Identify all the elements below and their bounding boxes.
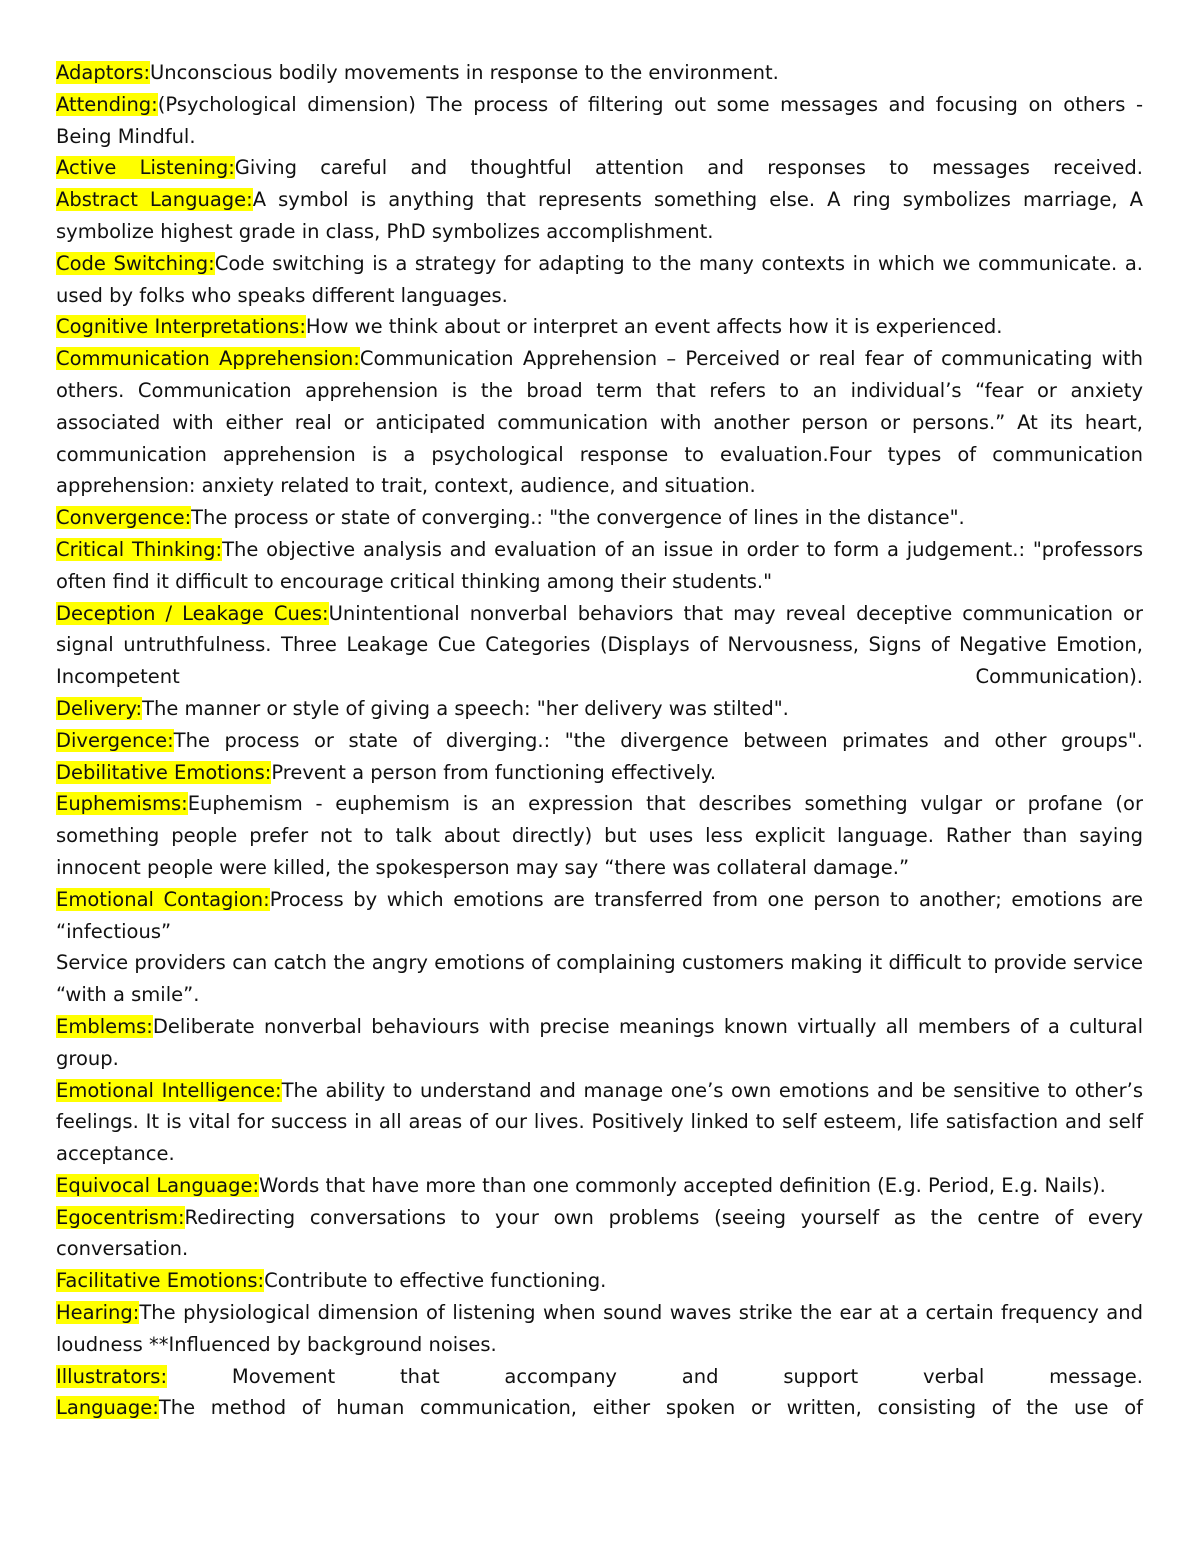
glossary-definition: Process by which emotions are transferred from one person to another; emotions are “infectious” xyxy=(56,887,1143,943)
glossary-definition: Prevent a person from functioning effectively. xyxy=(271,760,717,784)
glossary-term: Adaptors: xyxy=(56,61,151,84)
glossary-entry-illustrators xyxy=(56,1361,1143,1393)
glossary-definition: Movement that accompany and support verbal message. xyxy=(167,1364,1143,1388)
glossary-entry-language xyxy=(56,1392,1143,1424)
glossary-term: Facilitative Emotions: xyxy=(56,1269,265,1293)
glossary-entry-euphemisms xyxy=(56,788,1143,883)
glossary-entry-equivocal-language xyxy=(56,1170,1143,1202)
glossary-definition: The manner or style of giving a speech: "her delivery was stilted". xyxy=(142,696,789,720)
glossary-entry-hearing xyxy=(56,1297,1143,1361)
glossary-term: Emotional Contagion: xyxy=(56,887,270,911)
glossary-definition: The physiological dimension of listening when sound waves strike the ear at a certain frequency and loudness **Influenced by background noises. xyxy=(56,1301,1143,1356)
glossary-term: Delivery: xyxy=(56,696,143,720)
glossary-definition: Service providers can catch the angry emotions of complaining customers making it difficult to provide service “with a smile”. xyxy=(56,951,1143,1007)
glossary-term: Egocentrism: xyxy=(56,1205,185,1229)
glossary-definition: The process or state of diverging.: "the divergence between primates and other groups". xyxy=(173,728,1143,752)
glossary-entry-emotional-contagion-example xyxy=(56,947,1143,1011)
glossary-entry-egocentrism xyxy=(56,1202,1143,1266)
glossary-term: Divergence: xyxy=(56,728,174,752)
glossary-term: Code Switching: xyxy=(56,251,215,275)
glossary-page xyxy=(56,57,1143,1424)
glossary-entry-emblems xyxy=(56,1011,1143,1075)
glossary-entry-facilitative-emotions xyxy=(56,1265,1143,1297)
glossary-term: Active Listening: xyxy=(56,156,235,180)
glossary-term: Equivocal Language: xyxy=(56,1173,260,1197)
glossary-term: Attending: xyxy=(56,92,158,116)
glossary-entry-attending xyxy=(56,89,1143,153)
glossary-entry-code-switching xyxy=(56,248,1143,312)
glossary-definition: Code switching is a strategy for adapting to the many contexts in which we communicate. a. used by folks who speaks different languages. xyxy=(56,251,1143,307)
glossary-definition: (Psychological dimension) The process of filtering out some messages and focusing on others - Being Mindful. xyxy=(56,92,1143,148)
glossary-entry-deception-leakage-cues xyxy=(56,598,1143,693)
glossary-definition: Unconscious bodily movements in response to the environment. xyxy=(150,61,779,84)
glossary-definition: Deliberate nonverbal behaviours with precise meanings known virtually all members of a cultural group. xyxy=(56,1014,1143,1070)
glossary-definition: The objective analysis and evaluation of an issue in order to form a judgement.: "professors often find it difficult to encourage critical thinking among their students." xyxy=(56,537,1143,593)
glossary-term: Hearing: xyxy=(56,1301,140,1325)
glossary-definition: Unintentional nonverbal behaviors that may reveal deceptive communication or signal untruthfulness. Three Leakage Cue Categories (Displays of Nervousness, Signs of Negative Emotion, Incompetent Communication). xyxy=(56,601,1143,689)
glossary-entry-abstract-language xyxy=(56,184,1143,248)
glossary-entry-delivery xyxy=(56,693,1143,725)
glossary-definition: The process or state of converging.: "the convergence of lines in the distance". xyxy=(191,506,965,530)
glossary-term: Euphemisms: xyxy=(56,792,188,816)
glossary-definition: Communication Apprehension – Perceived or real fear of communicating with others. Communication apprehension is the broad term that refers to an individual’s “fear or anxiety associated with either real or anticipated communication with another person or persons.” At its heart, communication apprehension is a psychological response to evaluation.Four types of communication apprehension: anxiety related to trait, context, audience, and situation. xyxy=(56,347,1143,498)
glossary-entry-convergence xyxy=(56,502,1143,534)
glossary-entry-cognitive-interpretations xyxy=(56,311,1143,343)
glossary-entry-adaptors xyxy=(56,57,1143,89)
glossary-entry-critical-thinking xyxy=(56,534,1143,598)
glossary-term: Emotional Intelligence: xyxy=(56,1078,282,1102)
glossary-definition: Contribute to effective functioning. xyxy=(264,1269,607,1293)
glossary-definition: Euphemism - euphemism is an expression that describes something vulgar or profane (or something people prefer not to talk about directly) but uses less explicit language. Rather than saying innocent people were killed, the spokesperson may say “there was collateral damage.” xyxy=(56,792,1143,879)
glossary-term: Deception / Leakage Cues: xyxy=(56,601,329,625)
glossary-term: Abstract Language: xyxy=(56,188,253,212)
glossary-entry-debilitative-emotions xyxy=(56,757,1143,789)
glossary-term: Illustrators: xyxy=(56,1364,168,1388)
glossary-entry-emotional-contagion xyxy=(56,884,1143,948)
glossary-entry-active-listening xyxy=(56,152,1143,184)
glossary-term: Debilitative Emotions: xyxy=(56,760,272,784)
glossary-entry-emotional-intelligence xyxy=(56,1075,1143,1170)
glossary-term: Critical Thinking: xyxy=(56,537,223,561)
glossary-term: Convergence: xyxy=(56,506,192,530)
glossary-definition: Words that have more than one commonly accepted definition (E.g. Period, E.g. Nails). xyxy=(259,1173,1106,1197)
glossary-definition: A symbol is anything that represents something else. A ring symbolizes marriage, A symbolize highest grade in class, PhD symbolizes accomplishment. xyxy=(56,188,1143,243)
glossary-definition: The ability to understand and manage one’s own emotions and be sensitive to other’s feelings. It is vital for success in all areas of our lives. Positively linked to self esteem, life satisfaction and self acceptance. xyxy=(56,1078,1143,1166)
glossary-term: Cognitive Interpretations: xyxy=(56,315,306,339)
glossary-term: Language: xyxy=(56,1396,159,1420)
glossary-term: Emblems: xyxy=(56,1014,153,1038)
glossary-entry-communication-apprehension xyxy=(56,343,1143,502)
glossary-term: Communication Apprehension: xyxy=(56,347,360,371)
glossary-definition: Redirecting conversations to your own problems (seeing yourself as the centre of every conversation. xyxy=(56,1205,1143,1261)
glossary-definition: Giving careful and thoughtful attention and responses to messages received. xyxy=(234,156,1144,180)
glossary-definition: The method of human communication, either spoken or written, consisting of the use of xyxy=(158,1396,1143,1420)
glossary-entry-divergence xyxy=(56,725,1143,757)
glossary-definition: How we think about or interpret an event affects how it is experienced. xyxy=(305,315,1003,339)
